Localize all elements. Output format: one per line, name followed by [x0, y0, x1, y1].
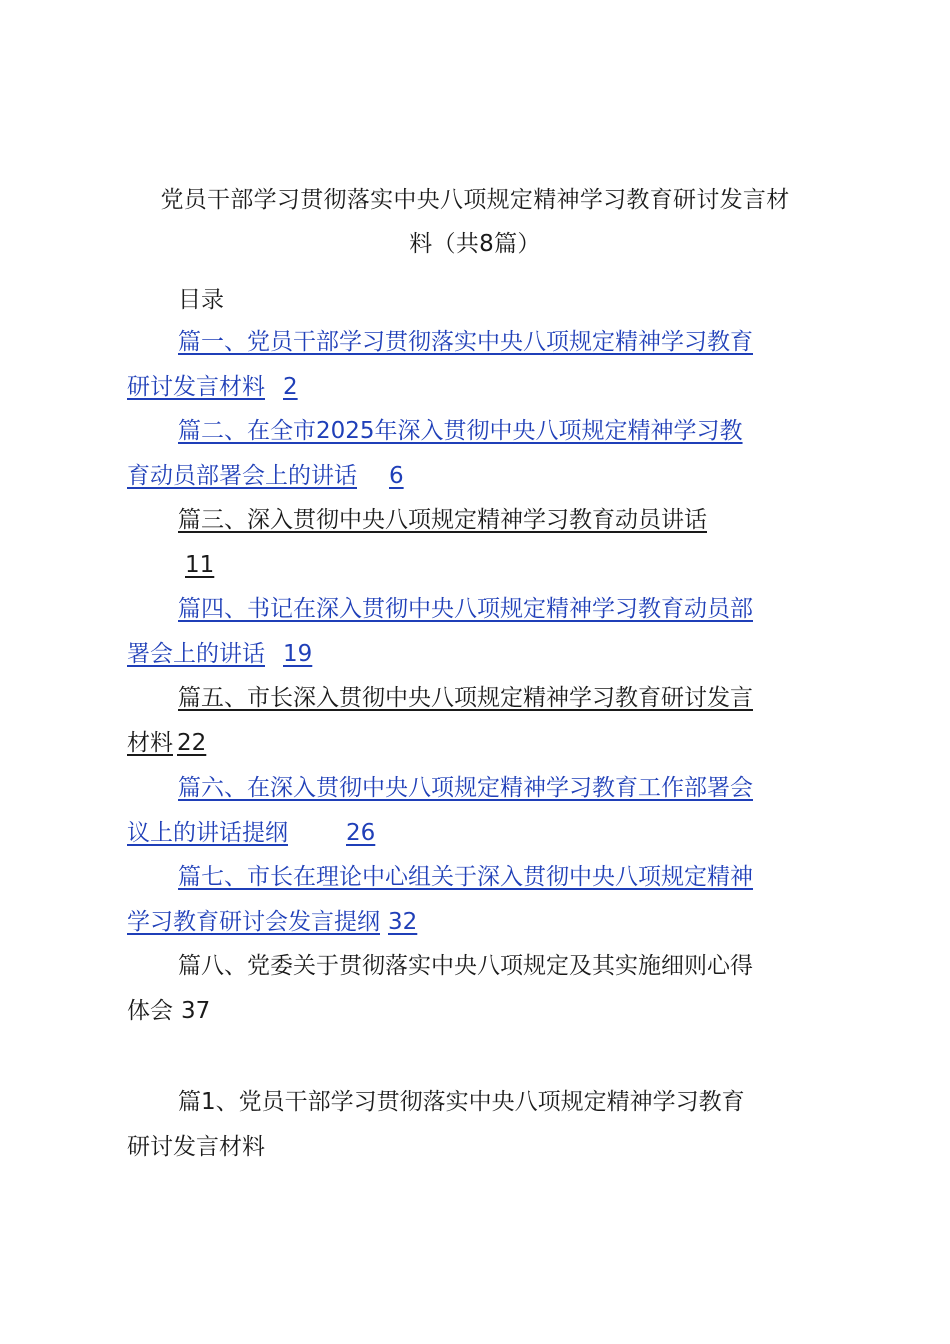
toc-entry-6[interactable]	[127, 766, 823, 855]
toc-page-number: 37	[181, 997, 211, 1024]
toc-entry-8[interactable]	[127, 944, 823, 1033]
toc-entry-4[interactable]	[127, 587, 823, 676]
toc-entry-text[interactable]: 篇六、在深入贯彻中央八项规定精神学习教育工作部署会	[178, 775, 753, 801]
toc-entry-continuation[interactable]	[127, 721, 823, 766]
toc-entry-continuation[interactable]	[127, 989, 823, 1034]
toc-entry-line2: 材料	[127, 729, 173, 756]
toc-page-number: 22	[177, 729, 207, 756]
toc-entry-continuation[interactable]	[127, 543, 823, 588]
toc-entry-text[interactable]: 篇二、在全市2025年深入贯彻中央八项规定精神学习教	[178, 418, 743, 444]
toc-entry-continuation[interactable]	[127, 632, 823, 677]
section-1-heading	[127, 1080, 823, 1169]
toc-entry-5[interactable]	[127, 676, 823, 765]
toc-entry-text[interactable]: 篇一、党员干部学习贯彻落实中央八项规定精神学习教育	[178, 329, 753, 355]
toc-entry-text[interactable]: 篇三、深入贯彻中央八项规定精神学习教育动员讲话	[178, 507, 707, 533]
toc-entry-line2: 署会上的讲话	[127, 640, 265, 667]
toc-entry-line2: 议上的讲话提纲	[127, 819, 288, 846]
toc-entry-line2: 体会	[127, 997, 173, 1024]
toc-page-number: 26	[346, 819, 376, 846]
section-1-heading-line1: 篇1、党员干部学习贯彻落实中央八项规定精神学习教育	[178, 1089, 745, 1115]
section-1-heading-line2: 研讨发言材料	[127, 1133, 265, 1160]
toc-entry-text[interactable]: 篇七、市长在理论中心组关于深入贯彻中央八项规定精神	[178, 864, 753, 890]
toc-entry-line2: 学习教育研讨会发言提纲	[127, 908, 380, 935]
toc-entry-3[interactable]	[127, 498, 823, 587]
toc-entry-text[interactable]: 篇四、书记在深入贯彻中央八项规定精神学习教育动员部	[178, 596, 753, 622]
toc-page-number: 19	[283, 640, 313, 667]
document-title	[127, 178, 823, 266]
document-title-line2: 料（共8篇）	[409, 231, 541, 257]
toc-entry-2[interactable]	[127, 409, 823, 498]
toc-entry-continuation[interactable]	[127, 454, 823, 499]
toc-entry-continuation[interactable]	[127, 900, 823, 945]
document-title-line1: 党员干部学习贯彻落实中央八项规定精神学习教育研讨发言材	[160, 187, 790, 213]
toc-entry-continuation[interactable]	[127, 811, 823, 856]
toc-page-number: 32	[388, 908, 418, 935]
toc-entry-line2: 育动员部署会上的讲话	[127, 462, 357, 489]
toc-entry-line2: 研讨发言材料	[127, 373, 265, 400]
toc-entry-text[interactable]: 篇五、市长深入贯彻中央八项规定精神学习教育研讨发言	[178, 685, 753, 711]
toc-entry-7[interactable]	[127, 855, 823, 944]
toc-heading: 目录	[178, 287, 224, 313]
toc-page-number: 2	[283, 373, 298, 400]
toc-entry-1[interactable]	[127, 320, 823, 409]
toc-entry-text[interactable]: 篇八、党委关于贯彻落实中央八项规定及其实施细则心得	[178, 953, 753, 979]
toc-page-number: 11	[185, 551, 215, 578]
toc-page-number: 6	[389, 462, 404, 489]
toc-entry-continuation[interactable]	[127, 365, 823, 410]
